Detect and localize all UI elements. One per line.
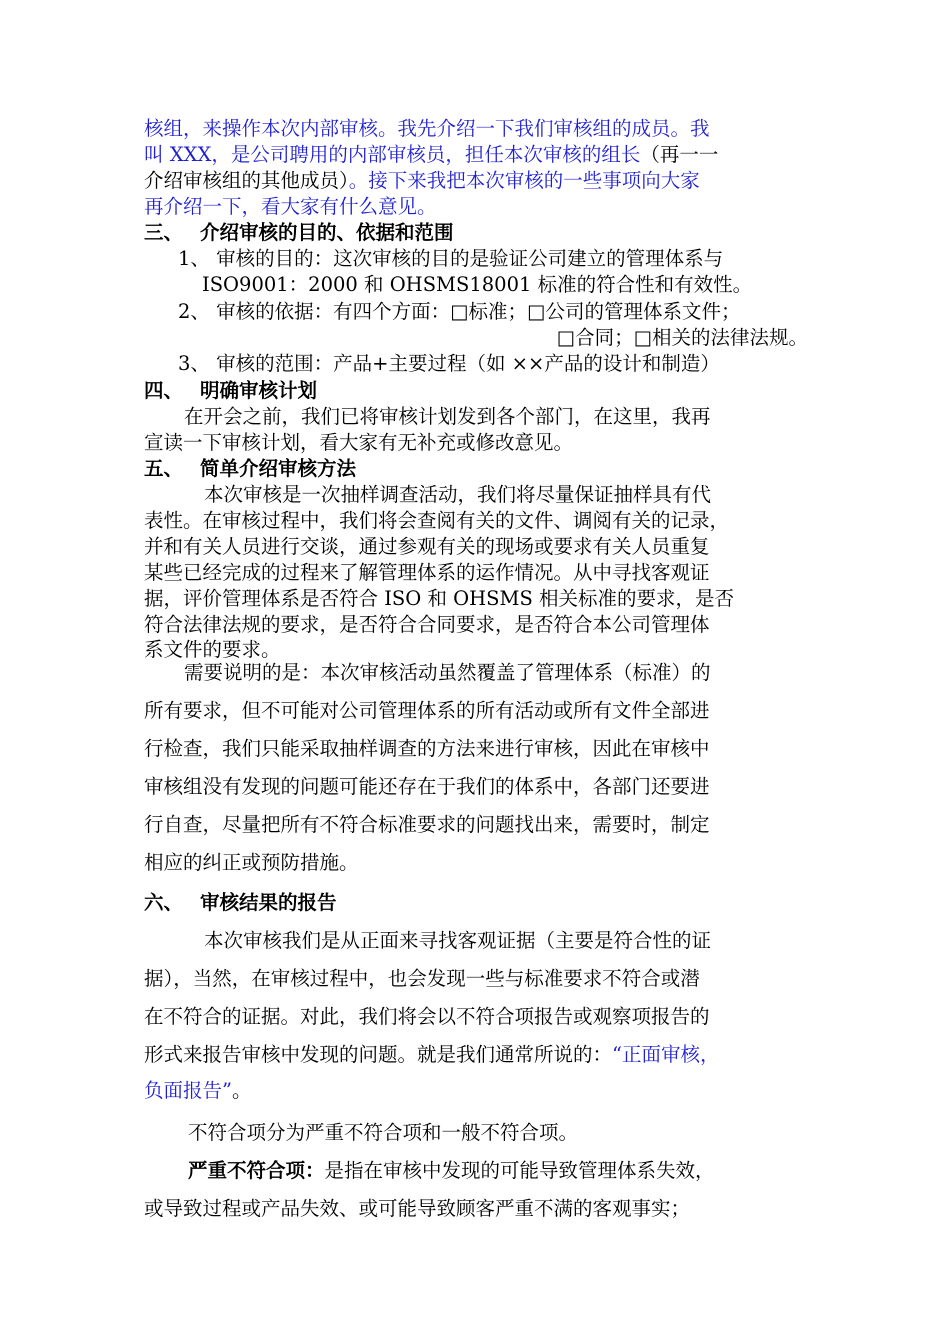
section-heading	[144, 378, 317, 404]
paragraph-line	[144, 1042, 720, 1068]
list-item: 1、 审核的目的：这次审核的目的是验证公司建立的管理体系与	[178, 247, 724, 270]
section-number: 三、	[144, 221, 184, 244]
intro-text: （再一一	[640, 143, 719, 166]
paragraph-line: 本次审核我们是从正面来寻找客观证据（主要是符合性的证	[204, 929, 712, 952]
paragraph-line: 某些已经完成的过程来了解管理体系的运作情况。从中寻找客观证	[144, 561, 710, 584]
paragraph-line: 相应的纠正或预防措施。	[144, 851, 359, 874]
list-item: 3、 审核的范围：产品+主要过程（如 ××产品的设计和制造）	[178, 352, 720, 375]
quote-text-blue: 负面报告”	[144, 1079, 232, 1102]
quote-text-blue: “正面审核，	[612, 1043, 720, 1066]
paragraph-line: 行检查，我们只能采取抽样调查的方法来进行审核，因此在审核中	[144, 737, 710, 760]
paragraph-text: 形式来报告审核中发现的问题。就是我们通常所说的：	[144, 1043, 613, 1066]
paragraph-line: 在开会之前，我们已将审核计划发到各个部门，在这里，我再	[184, 405, 711, 428]
intro-text-blue: 。接下来我把本次审核的一些事项向大家	[348, 169, 700, 192]
section-heading	[144, 456, 356, 482]
paragraph-line: 行自查，尽量把所有不符合标准要求的问题找出来，需要时，制定	[144, 813, 710, 836]
intro-line	[144, 142, 718, 168]
paragraph-line: 审核组没有发现的问题可能还存在于我们的体系中，各部门还要进	[144, 775, 710, 798]
section-title: 介绍审核的目的、依据和范围	[200, 221, 454, 244]
list-item-continuation: □合同；□相关的法律法规。	[556, 326, 808, 349]
section-title: 审核结果的报告	[200, 891, 337, 914]
paragraph-line: 据，评价管理体系是否符合 ISO 和 OHSMS 相关标准的要求，是否	[144, 587, 735, 610]
paragraph-text: 是指在审核中发现的可能导致管理体系失效，	[324, 1159, 715, 1182]
paragraph-line: 符合法律法规的要求，是否符合合同要求，是否符合本公司管理体	[144, 613, 710, 636]
section-heading	[144, 220, 454, 246]
paragraph-line: 据），当然，在审核过程中，也会发现一些与标准要求不符合或潜	[144, 967, 700, 990]
intro-text-blue: 叫 XXX，是公司聘用的内部审核员，担任本次审核的组长	[144, 143, 641, 166]
paragraph-line: 不符合项分为严重不符合项和一般不符合项。	[188, 1121, 579, 1144]
section-number: 六、	[144, 891, 184, 914]
paragraph-line: 本次审核是一次抽样调查活动，我们将尽量保证抽样具有代	[204, 483, 712, 506]
paragraph-line: 所有要求，但不可能对公司管理体系的所有活动或所有文件全部进	[144, 699, 710, 722]
section-title: 明确审核计划	[200, 379, 318, 402]
paragraph-line: 需要说明的是：本次审核活动虽然覆盖了管理体系（标准）的	[184, 661, 711, 684]
section-title: 简单介绍审核方法	[200, 457, 357, 480]
intro-line: 核组，来操作本次内部审核。我先介绍一下我们审核组的成员。我	[144, 117, 710, 140]
section-heading	[144, 890, 337, 916]
paragraph-line: 系文件的要求。	[144, 638, 281, 661]
paragraph-line: 并和有关人员进行交谈，通过参观有关的现场或要求有关人员重复	[144, 535, 710, 558]
paragraph-line: 在不符合的证据。对此，我们将会以不符合项报告或观察项报告的	[144, 1005, 710, 1028]
section-number: 五、	[144, 457, 184, 480]
paragraph-text: 。	[231, 1079, 252, 1102]
paragraph-line	[144, 1078, 252, 1104]
list-item-continuation: ISO9001：2000 和 OHSMS18001 标准的符合性和有效性。	[202, 273, 753, 296]
section-number: 四、	[144, 379, 184, 402]
paragraph-line: 或导致过程或产品失效、或可能导致顾客严重不满的客观事实；	[144, 1197, 691, 1220]
paragraph-line	[188, 1158, 715, 1184]
list-item: 2、 审核的依据：有四个方面：□标准；□公司的管理体系文件；	[178, 300, 741, 323]
term-label: 严重不符合项：	[188, 1159, 325, 1182]
intro-text: 介绍审核组的其他成员）	[144, 169, 349, 192]
paragraph-line: 宣读一下审核计划，看大家有无补充或修改意见。	[144, 431, 574, 454]
paragraph-line: 表性。在审核过程中，我们将会查阅有关的文件、调阅有关的记录，	[144, 509, 730, 532]
intro-line: 再介绍一下，看大家有什么意见。	[144, 195, 437, 218]
intro-line	[144, 168, 700, 194]
